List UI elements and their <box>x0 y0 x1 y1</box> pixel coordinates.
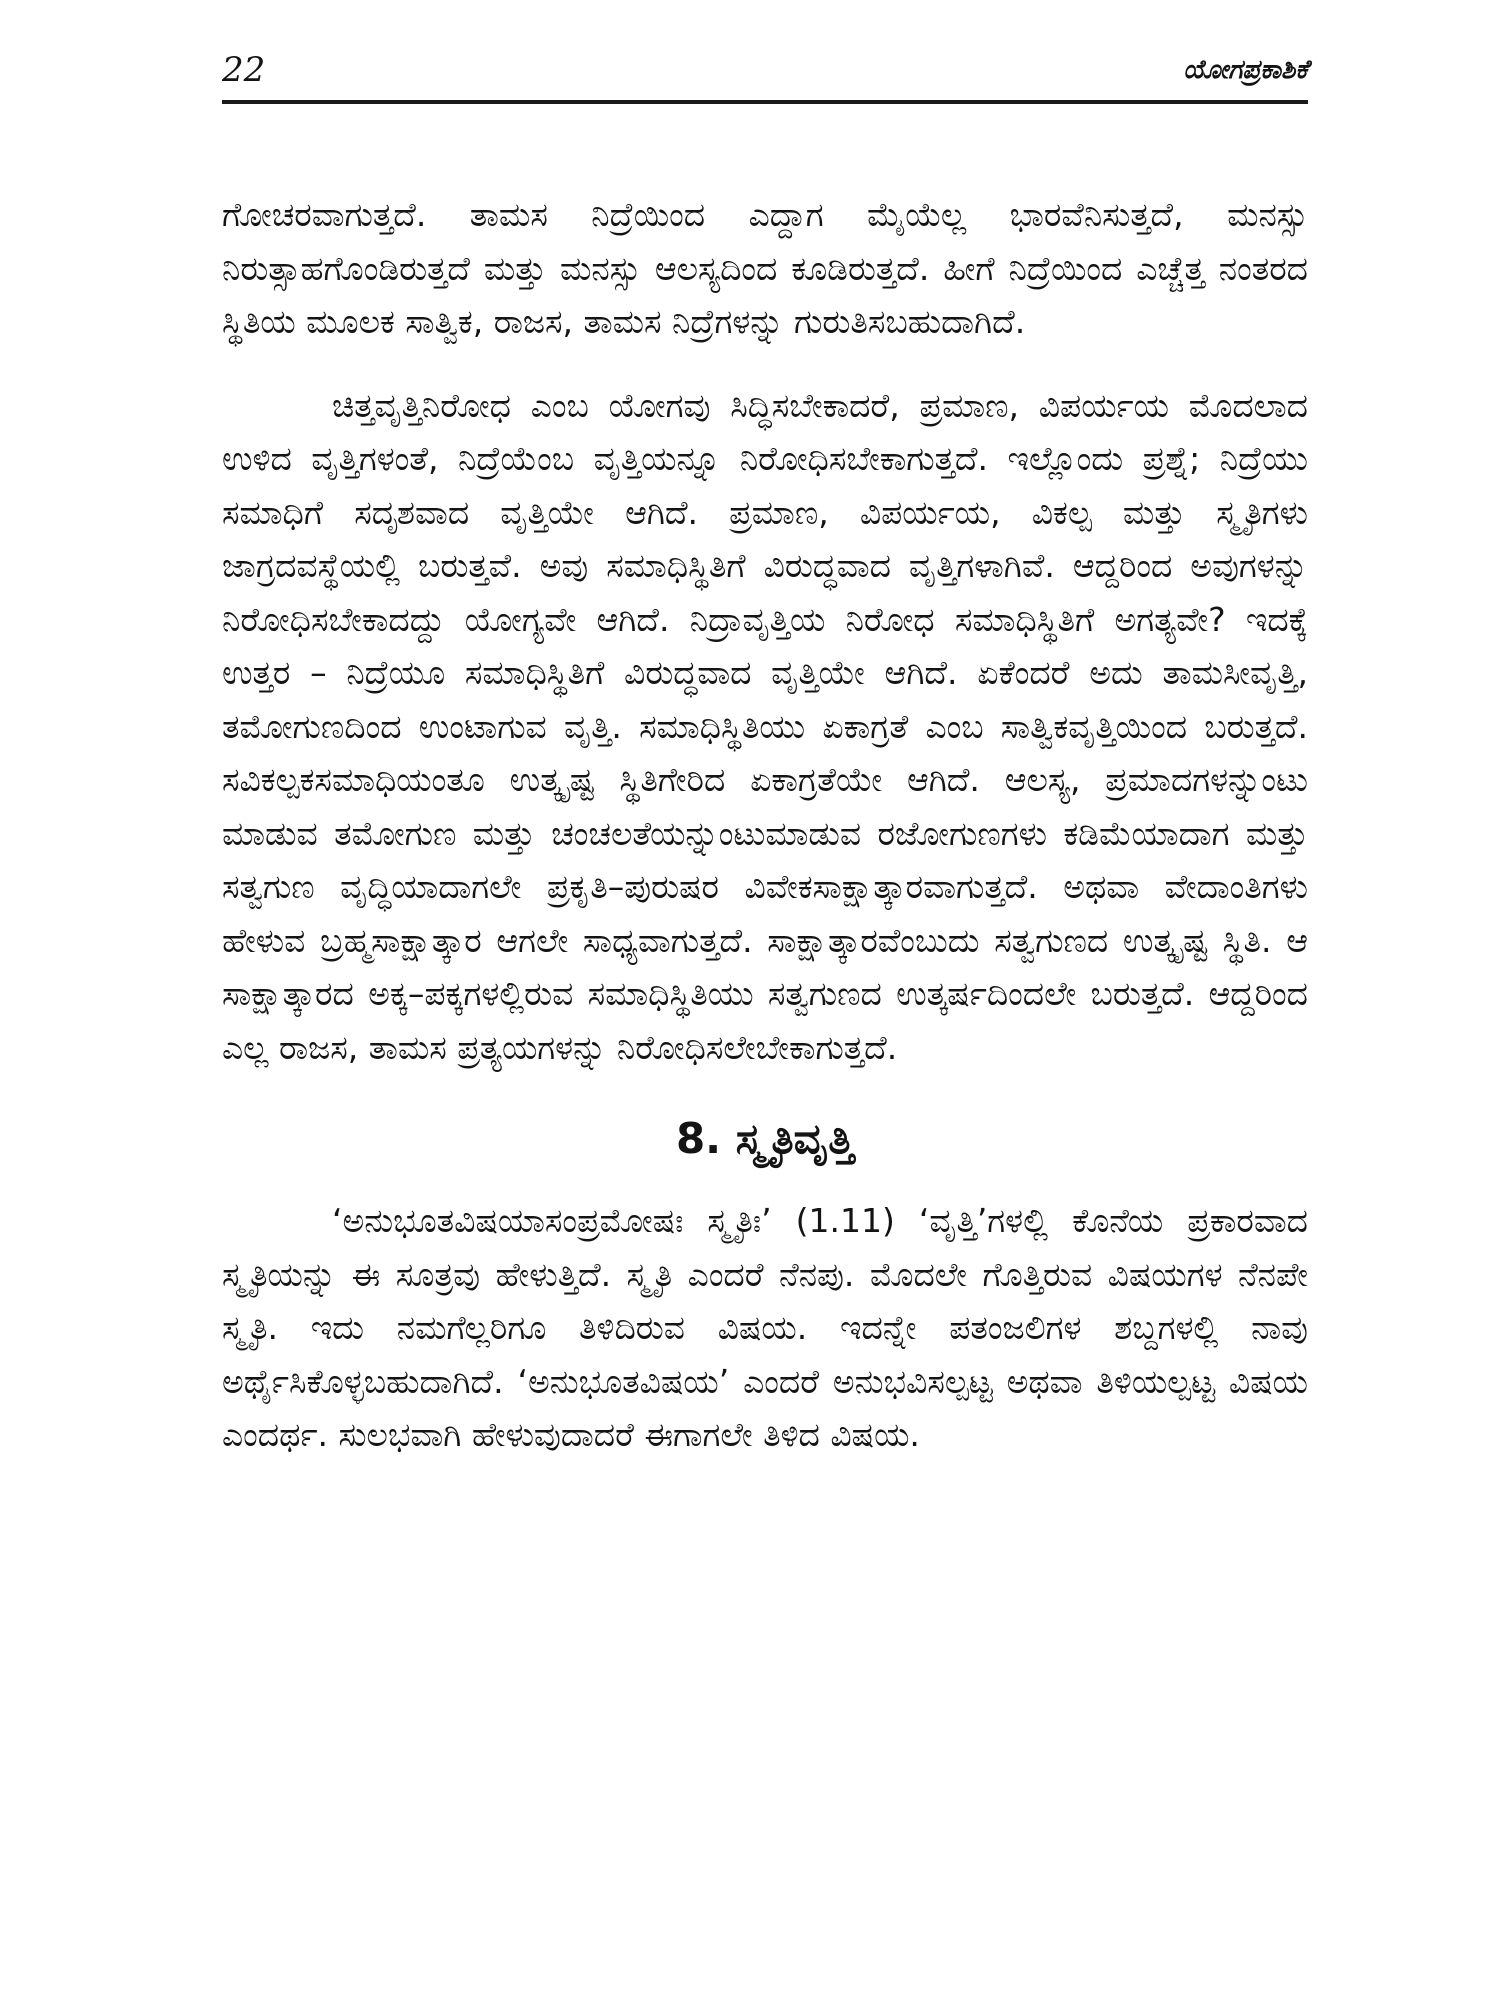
section-paragraph: ‘ಅನುಭೂತವಿಷಯಾಸಂಪ್ರಮೋಷಃ ಸ್ಮೃತಿಃ’ (1.11) ‘ವೃತ್ತಿ’ಗಳಲ್ಲಿ ಕೊನೆಯ ಪ್ರಕಾರವಾದ ಸ್ಮೃತಿಯನ್ನು ಈ ಸೂತ್ರವು ಹೇಳುತ್ತಿದೆ. ಸ್ಮೃತಿ ಎಂದರೆ ನೆನಪು. ಮೊದಲೇ ಗೊತ್ತಿರುವ ವಿಷಯಗಳ ನೆನಪೇ ಸ್ಮೃತಿ. ಇದು ನಮಗೆಲ್ಲರಿಗೂ ತಿಳಿದಿರುವ ವಿಷಯ. ಇದನ್ನೇ ಪತಂಜಲಿಗಳ ಶಬ್ದಗಳಲ್ಲಿ ನಾವು ಅರ್ಥೈಸಿಕೊಳ್ಳಬಹುದಾಗಿದೆ. ‘ಅನುಭೂತವಿಷಯ’ ಎಂದರೆ ಅನುಭವಿಸಲ್ಪಟ್ಟ ಅಥವಾ ತಿಳಿಯಲ್ಪಟ್ಟ ವಿಷಯ ಎಂದರ್ಥ. ಸುಲಭವಾಗಿ ಹೇಳುವುದಾದರೆ ಈಗಾಗಲೇ ತಿಳಿದ ವಿಷಯ. <box>222 1201 1308 1454</box>
page-header <box>222 42 1308 98</box>
running-title: ಯೋಗಪ್ರಕಾಶಿಕೆ <box>1183 55 1308 85</box>
page-number: 22 <box>222 50 266 90</box>
header-divider <box>222 100 1308 104</box>
paragraph-2: ಚಿತ್ತವೃತ್ತಿನಿರೋಧ ಎಂಬ ಯೋಗವು ಸಿದ್ಧಿಸಬೇಕಾದರೆ, ಪ್ರಮಾಣ, ವಿಪರ್ಯಯ ಮೊದಲಾದ ಉಳಿದ ವೃತ್ತಿಗಳಂತೆ, ನಿದ್ರೆಯೆಂಬ ವೃತ್ತಿಯನ್ನೂ ನಿರೋಧಿಸಬೇಕಾಗುತ್ತದೆ. ಇಲ್ಲೊಂದು ಪ್ರಶ್ನೆ; ನಿದ್ರೆಯು ಸಮಾಧಿಗೆ ಸದೃಶವಾದ ವೃತ್ತಿಯೇ ಆಗಿದೆ. ಪ್ರಮಾಣ, ವಿಪರ್ಯಯ, ವಿಕಲ್ಪ ಮತ್ತು ಸ್ಮೃತಿಗಳು ಜಾಗ್ರದವಸ್ಥೆಯಲ್ಲಿ ಬರುತ್ತವೆ. ಅವು ಸಮಾಧಿಸ್ಥಿತಿಗೆ ವಿರುದ್ಧವಾದ ವೃತ್ತಿಗಳಾಗಿವೆ. ಆದ್ದರಿಂದ ಅವುಗಳನ್ನು ನಿರೋಧಿಸಬೇಕಾದದ್ದು ಯೋಗ್ಯವೇ ಆಗಿದೆ. ನಿದ್ರಾವೃತ್ತಿಯ ನಿರೋಧ ಸಮಾಧಿಸ್ಥಿತಿಗೆ ಅಗತ್ಯವೇ? ಇದಕ್ಕೆ ಉತ್ತರ – ನಿದ್ರೆಯೂ ಸಮಾಧಿಸ್ಥಿತಿಗೆ ವಿರುದ್ಧವಾದ ವೃತ್ತಿಯೇ ಆಗಿದೆ. ಏಕೆಂದರೆ ಅದು ತಾಮಸೀವೃತ್ತಿ, ತಮೋಗುಣದಿಂದ ಉಂಟಾಗುವ ವೃತ್ತಿ. ಸಮಾಧಿಸ್ಥಿತಿಯು ಏಕಾಗ್ರತೆ ಎಂಬ ಸಾತ್ವಿಕವೃತ್ತಿಯಿಂದ ಬರುತ್ತದೆ. ಸವಿಕಲ್ಪಕಸಮಾಧಿಯಂತೂ ಉತ್ಕೃಷ್ಟ ಸ್ಥಿತಿಗೇರಿದ ಏಕಾಗ್ರತೆಯೇ ಆಗಿದೆ. ಆಲಸ್ಯ, ಪ್ರಮಾದಗಳನ್ನುಂಟು ಮಾಡುವ ತಮೋಗುಣ ಮತ್ತು ಚಂಚಲತೆಯನ್ನುಂಟುಮಾಡುವ ರಜೋಗುಣಗಳು ಕಡಿಮೆಯಾದಾಗ ಮತ್ತು ಸತ್ವಗುಣ ವೃದ್ಧಿಯಾದಾಗಲೇ ಪ್ರಕೃತಿ–ಪುರುಷರ ವಿವೇಕಸಾಕ್ಷಾತ್ಕಾರವಾಗುತ್ತದೆ. ಅಥವಾ ವೇದಾಂತಿಗಳು ಹೇಳುವ ಬ್ರಹ್ಮಸಾಕ್ಷಾತ್ಕಾರ ಆಗಲೇ ಸಾಧ್ಯವಾಗುತ್ತದೆ. ಸಾಕ್ಷಾತ್ಕಾರವೆಂಬುದು ಸತ್ವಗುಣದ ಉತ್ಕೃಷ್ಟ ಸ್ಥಿತಿ. ಆ ಸಾಕ್ಷಾತ್ಕಾರದ ಅಕ್ಕ–ಪಕ್ಕಗಳಲ್ಲಿರುವ ಸಮಾಧಿಸ್ಥಿತಿಯು ಸತ್ವಗುಣದ ಉತ್ಕರ್ಷದಿಂದಲೇ ಬರುತ್ತದೆ. ಆದ್ದರಿಂದ ಎಲ್ಲ ರಾಜಸ, ತಾಮಸ ಪ್ರತ್ಯಯಗಳನ್ನು ನಿರೋಧಿಸಲೇಬೇಕಾಗುತ್ತದೆ. <box>222 385 1308 1067</box>
book-page <box>222 0 1308 2000</box>
body-text <box>222 188 1308 1492</box>
section-heading: 8. ಸ್ಮೃತಿವೃತ್ತಿ <box>675 1114 855 1163</box>
paragraph-1: ಗೋಚರವಾಗುತ್ತದೆ. ತಾಮಸ ನಿದ್ರೆಯಿಂದ ಎದ್ದಾಗ ಮೈಯೆಲ್ಲ ಭಾರವೆನಿಸುತ್ತದೆ, ಮನಸ್ಸು ನಿರುತ್ಸಾಹಗೊಂಡಿರುತ್ತದೆ ಮತ್ತು ಮನಸ್ಸು ಆಲಸ್ಯದಿಂದ ಕೂಡಿರುತ್ತದೆ. ಹೀಗೆ ನಿದ್ರೆಯಿಂದ ಎಚ್ಚೆತ್ತ ನಂತರದ ಸ್ಥಿತಿಯ ಮೂಲಕ ಸಾತ್ವಿಕ, ರಾಜಸ, ತಾಮಸ ನಿದ್ರೆಗಳನ್ನು ಗುರುತಿಸಬಹುದಾಗಿದೆ. <box>222 195 1308 341</box>
